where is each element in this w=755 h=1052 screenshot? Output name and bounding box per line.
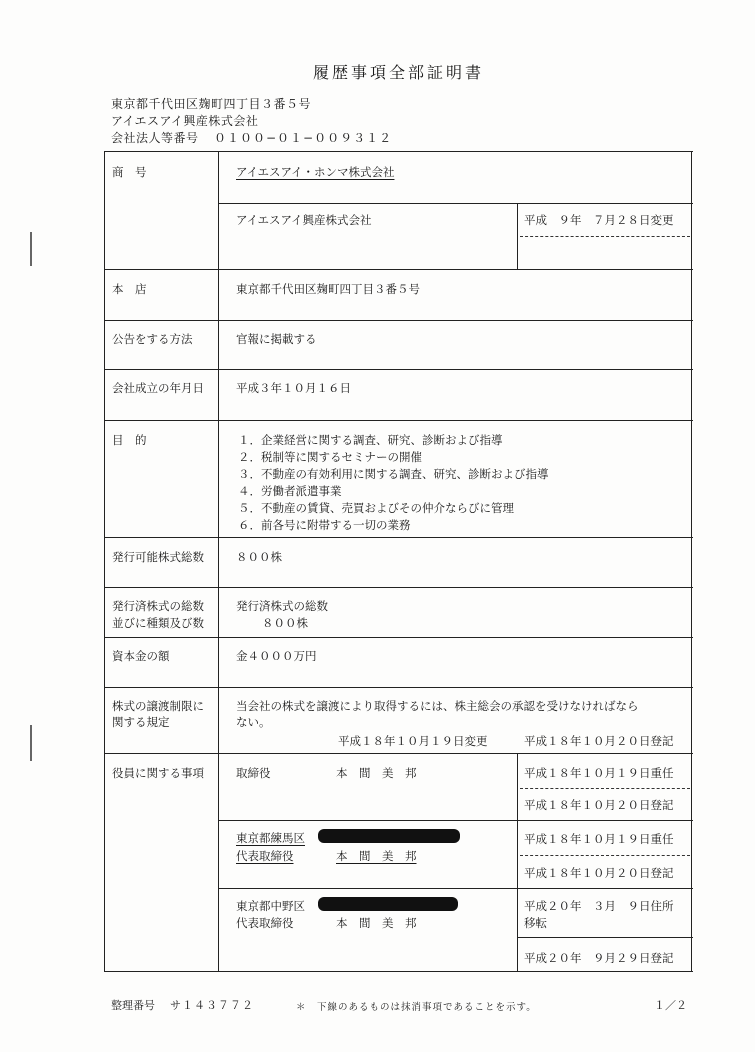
director-date-2: 平成１８年１０月２０日登記 <box>524 798 674 812</box>
director-date-1: 平成１８年１０月１９日重任 <box>524 766 674 780</box>
purpose-item: ３．不動産の有効利用に関する調査、研究、診断および指導 <box>238 467 549 481</box>
page-number: １／２ <box>654 999 687 1012</box>
transfer-restriction-text-2: ない。 <box>236 715 271 729</box>
rep2-date-1b: 移転 <box>524 916 547 930</box>
rep2-date-2: 平成２０年 ９月２９日登記 <box>524 951 674 965</box>
director-name: 本 間 美 邦 <box>336 766 417 780</box>
authorized-shares-label: 発行可能株式総数 <box>112 550 204 564</box>
trade-name-previous: アイエスアイ興産株式会社 <box>236 213 372 227</box>
trade-name-label: 商 号 <box>112 165 147 179</box>
corp-number-label: 会社法人等番号 <box>111 131 199 145</box>
scan-margin-mark <box>30 725 32 761</box>
ref-number: サ１４３７７２ <box>170 999 254 1012</box>
header-address: 東京都千代田区麹町四丁目３番５号 <box>111 97 312 111</box>
established-value: 平成３年１０月１６日 <box>236 381 351 395</box>
authorized-shares-value: ８００株 <box>236 550 282 564</box>
rep1-date-1: 平成１８年１０月１９日重任 <box>524 832 674 846</box>
scan-margin-mark <box>30 232 32 266</box>
purpose-item: ４．労働者派遣事業 <box>238 484 342 498</box>
rep1-role: 代表取締役 <box>236 849 294 863</box>
rep2-date-1a: 平成２０年 ３月 ９日住所 <box>524 899 674 913</box>
rep2-name: 本 間 美 邦 <box>336 916 417 930</box>
rep1-address: 東京都練馬区 <box>236 831 305 845</box>
transfer-restriction-text-1: 当会社の株式を譲渡により取得するには、株主総会の承認を受けなければなら <box>236 699 639 713</box>
header-company: アイエスアイ興産株式会社 <box>111 114 259 128</box>
capital-label: 資本金の額 <box>112 649 170 663</box>
rep1-date-2: 平成１８年１０月２０日登記 <box>524 866 674 880</box>
transfer-restriction-label-1: 株式の譲渡制限に <box>112 699 204 713</box>
issued-shares-label-2: 並びに種類及び数 <box>112 616 204 630</box>
corp-number: ０１００−０１−００９３１２ <box>214 131 393 145</box>
issued-shares-value-2: ８００株 <box>262 616 308 630</box>
rep2-role: 代表取締役 <box>236 916 294 930</box>
trade-name-change-date: 平成 ９年 ７月２８日変更 <box>524 213 674 227</box>
transfer-restriction-label-2: 関する規定 <box>112 715 170 729</box>
purpose-item: ５．不動産の賃貸、売買およびその仲介ならびに管理 <box>238 501 514 515</box>
redacted-address-block <box>318 829 460 843</box>
officers-label: 役員に関する事項 <box>112 766 204 780</box>
head-office-label: 本 店 <box>112 282 147 296</box>
rep2-address: 東京都中野区 <box>236 899 305 913</box>
redacted-address-block <box>318 897 458 911</box>
purpose-item: １．企業経営に関する調査、研究、診断および指導 <box>238 433 503 447</box>
capital-value: 金４０００万円 <box>236 649 317 663</box>
head-office-value: 東京都千代田区麹町四丁目３番５号 <box>236 282 420 296</box>
ref-number-label: 整理番号 <box>111 999 155 1012</box>
purpose-item: ６．前各号に附帯する一切の業務 <box>238 518 411 532</box>
issued-shares-label-1: 発行済株式の総数 <box>112 599 204 613</box>
document-title: 履歴事項全部証明書 <box>313 63 485 82</box>
issued-shares-value-1: 発行済株式の総数 <box>236 599 328 613</box>
public-notice-label: 公告をする方法 <box>112 332 193 346</box>
director-role: 取締役 <box>236 766 271 780</box>
purpose-label: 目 的 <box>112 433 147 447</box>
public-notice-value: 官報に掲載する <box>236 332 317 346</box>
purpose-item: ２．税制等に関するセミナーの開催 <box>238 450 422 464</box>
rep1-name: 本 間 美 邦 <box>336 849 417 863</box>
transfer-restriction-registration-date: 平成１８年１０月２０日登記 <box>524 734 674 748</box>
trade-name-current: アイエスアイ・ホンマ株式会社 <box>236 165 395 179</box>
transfer-restriction-change-date: 平成１８年１０月１９日変更 <box>338 734 488 748</box>
footer-note: ＊ 下線のあるものは抹消事項であることを示す。 <box>296 1002 537 1013</box>
established-label: 会社成立の年月日 <box>112 381 204 395</box>
